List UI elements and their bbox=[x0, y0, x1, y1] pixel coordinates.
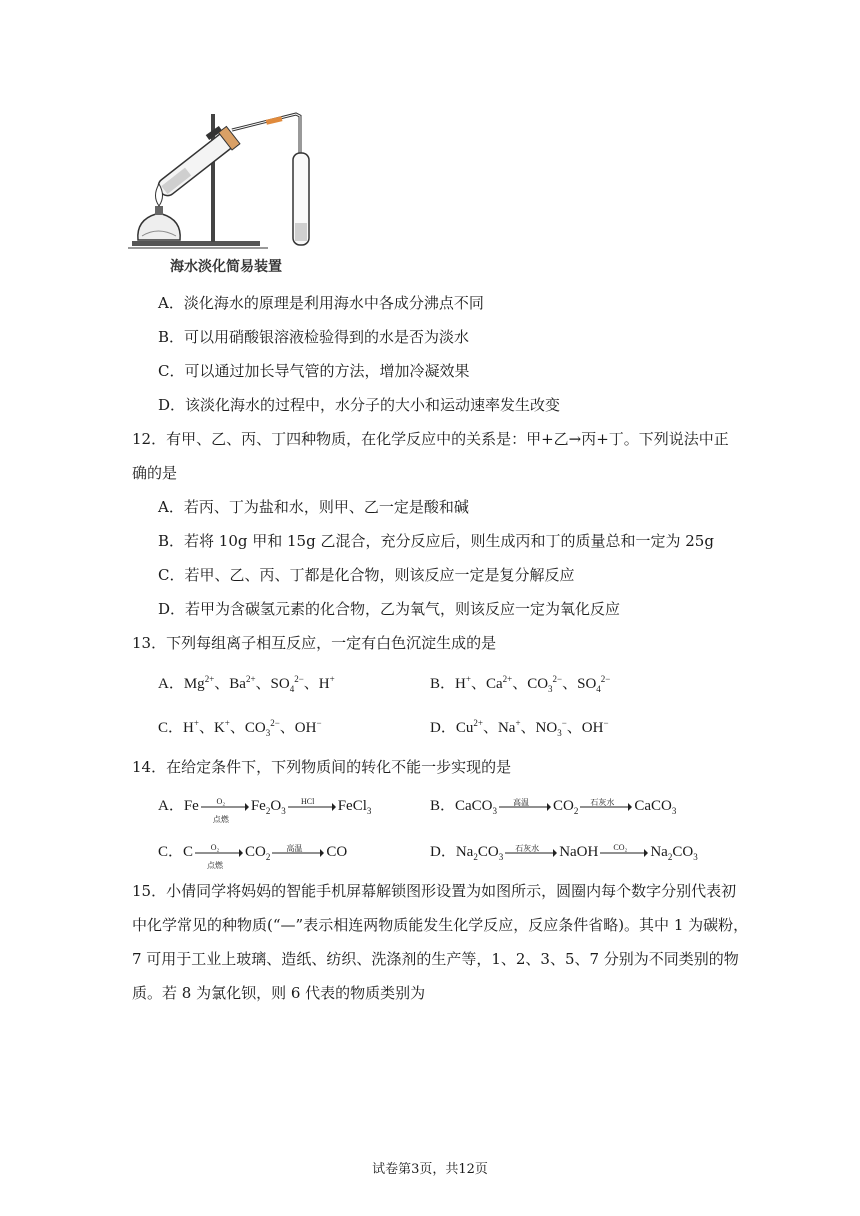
page-footer: 试卷第3页，共12页 bbox=[372, 1162, 488, 1177]
q11-option-c: C．可以通过加长导气管的方法，增加冷凝效果 bbox=[158, 362, 470, 380]
arrow-condition-top: HCl bbox=[301, 796, 315, 806]
apparatus-drawing bbox=[128, 108, 318, 253]
reaction-arrow bbox=[288, 796, 336, 814]
q11-option-b: B．可以用硝酸银溶液检验得到的水是否为淡水 bbox=[158, 328, 470, 346]
q15-stem-line4: 质。若 8 为氯化钡，则 6 代表的物质类别为 bbox=[132, 984, 426, 1002]
q11-option-d: D．该淡化海水的过程中，水分子的大小和运动速率发生改变 bbox=[158, 396, 561, 414]
q14-option-a: A．Fe O₂ 点燃 $Fe_2O_3$ HCl FeCl$_3$ bbox=[158, 796, 372, 824]
q14-option-d: D．$Na_2CO_3$ 石灰水 NaOH CO₂ $Na_2CO_3$ bbox=[430, 842, 698, 862]
q12-option-d: D．若甲为含碳氢元素的化合物，乙为氧气，则该反应一定为氧化反应 bbox=[158, 600, 621, 618]
arrow-condition-top: O₂ bbox=[216, 796, 226, 806]
desalination-apparatus-figure bbox=[128, 108, 318, 253]
arrow-condition-top: 高温 bbox=[286, 843, 303, 853]
q13-stem: 13．下列每组离子相互反应，一定有白色沉淀生成的是 bbox=[132, 634, 497, 652]
q14-d-label: D． bbox=[430, 844, 456, 860]
arrow-condition-top: 高温 bbox=[513, 797, 530, 807]
q13-b-label: B． bbox=[430, 676, 456, 692]
q12-stem-line2: 确的是 bbox=[132, 464, 178, 482]
q13-d-label: D． bbox=[430, 720, 456, 736]
q12-option-b: B．若将 10g 甲和 15g 乙混合，充分反应后，则生成丙和丁的质量总和一定为 25g bbox=[158, 532, 714, 550]
arrow-condition-top: CO₂ bbox=[613, 842, 628, 852]
arrow-condition-bottom: 点燃 bbox=[207, 860, 224, 870]
q12-option-c: C．若甲、乙、丙、丁都是化合物，则该反应一定是复分解反应 bbox=[158, 566, 575, 584]
q14-option-c: C．C O₂ 点燃 $CO_2$ 高温 CO bbox=[158, 842, 348, 870]
reaction-arrow bbox=[600, 842, 648, 860]
q12-option-a: A．若丙、丁为盐和水，则甲、乙一定是酸和碱 bbox=[158, 498, 469, 516]
q13-option-b: B．H+、$Ca^{2+}$、$CO_3^{2-}$、$SO_4^{2-}$ bbox=[430, 674, 611, 694]
arrow-condition-top: 石灰水 bbox=[590, 797, 615, 807]
q15-stem-line1: 15．小倩同学将妈妈的智能手机屏幕解锁图形设置为如图所示，圆圈内每个数字分别代表初 bbox=[132, 882, 737, 900]
figure-caption: 海水淡化简易装置 bbox=[170, 259, 282, 275]
arrow-condition-bottom: 点燃 bbox=[212, 814, 229, 824]
q13-option-c: C．H+、K+、$CO_3^{2-}$、OH− bbox=[158, 718, 322, 738]
reaction-arrow bbox=[580, 797, 632, 814]
q14-stem: 14．在给定条件下，下列物质间的转化不能一步实现的是 bbox=[132, 758, 512, 776]
reaction-arrow bbox=[499, 797, 551, 814]
q13-option-a: A．$Mg^{2+}$、$Ba^{2+}$、$SO_4^{2-}$、H+ bbox=[158, 674, 335, 694]
q14-option-b: B．CaCO$_3$ 高温 $CO_2$ 石灰水 CaCO$_3$ bbox=[430, 797, 677, 816]
arrow-condition-top: O₂ bbox=[210, 842, 220, 852]
reaction-arrow bbox=[272, 843, 324, 860]
q13-c-label: C． bbox=[158, 720, 184, 736]
q14-b-label: B． bbox=[430, 798, 456, 814]
q15-stem-line2: 中化学常见的种物质(“—”表示相连两物质能发生化学反应，反应条件省略)。其中 1 为碳粉， bbox=[132, 916, 749, 934]
q14-a-label: A． bbox=[158, 798, 184, 814]
reaction-arrow bbox=[505, 843, 557, 860]
q12-stem-line1: 12．有甲、乙、丙、丁四种物质，在化学反应中的关系是：甲+乙→丙+丁。下列说法中正 bbox=[132, 430, 729, 448]
reaction-arrow bbox=[201, 796, 249, 824]
q14-c-label: C． bbox=[158, 844, 184, 860]
q15-stem-line3: 7 可用于工业上玻璃、造纸、纺织、洗涤剂的生产等，1、2、3、5、7 分别为不同类别的物 bbox=[132, 950, 739, 968]
q13-option-d: D．$Cu^{2+}$、Na+、$NO_3^-$、OH− bbox=[430, 718, 609, 738]
q13-a-label: A． bbox=[158, 676, 184, 692]
q11-option-a: A．淡化海水的原理是利用海水中各成分沸点不同 bbox=[158, 294, 484, 312]
reaction-arrow bbox=[195, 842, 243, 870]
arrow-condition-top: 石灰水 bbox=[515, 843, 540, 853]
